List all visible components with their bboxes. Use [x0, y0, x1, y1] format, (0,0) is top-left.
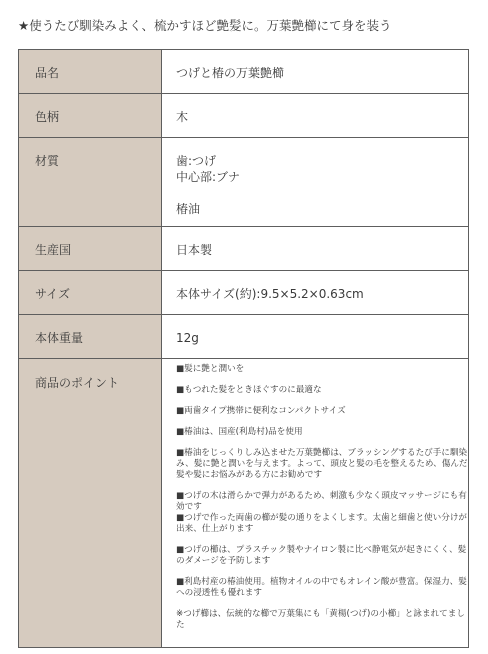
size-value: 本体サイズ(約):9.5×5.2×0.63cm [176, 287, 364, 301]
list-item: ■つげの木は滑らかで弾力があるため、刺激も少なく頭皮マッサージにも有効です ■つげで作った両歯の櫛が髪の通りをよくします。太歯と細歯と使い分けが出来、仕上がります [176, 491, 468, 534]
list-item: ■髪に艶と潤いを [176, 364, 245, 374]
table-row [19, 50, 469, 94]
row-label-text: 生産国 [35, 243, 72, 257]
country-of-origin: 日本製 [176, 243, 213, 257]
product-spec-table [18, 49, 469, 648]
color-pattern: 木 [176, 110, 189, 124]
heading-text: 使うたび馴染みよく、梳かすほど艶髪に。万葉艶櫛にて身を装う [29, 18, 392, 33]
row-value [162, 138, 469, 227]
row-value [162, 315, 469, 359]
row-label-text: 本体重量 [35, 331, 84, 345]
row-label-text: サイズ [35, 287, 71, 301]
row-label-text: 商品のポイント [35, 376, 120, 390]
points-list [176, 359, 468, 631]
table-row [19, 315, 469, 359]
list-item: ■もつれた髪をときほぐすのに最適な [176, 385, 322, 395]
table-row [19, 94, 469, 138]
table-row [19, 227, 469, 271]
page-heading [18, 16, 391, 34]
star-icon: ★ [18, 18, 30, 33]
table-row [19, 271, 469, 315]
row-label-text: 材質 [35, 154, 60, 168]
row-label-text: 品名 [35, 66, 60, 80]
row-label-text: 色柄 [35, 110, 60, 124]
row-value [162, 271, 469, 315]
material-line: 歯:つげ [176, 154, 217, 168]
material-line: 中心部:ブナ [176, 170, 241, 184]
row-value [162, 359, 469, 648]
row-label [19, 227, 162, 271]
list-item: ■つげの櫛は、プラスチック製やナイロン製に比べ静電気が起きにくく、髪のダメージを予防します [176, 545, 467, 566]
material-spacer [176, 185, 468, 201]
product-name: つげと椿の万葉艶櫛 [176, 66, 285, 80]
list-item: ■利島村産の椿油使用。植物オイルの中でもオレイン酸が豊富。保湿力、髪への浸透性も優れます [176, 577, 467, 598]
row-value [162, 50, 469, 94]
list-item: ■椿油は、国産(利島村)品を使用 [176, 427, 303, 437]
row-label [19, 271, 162, 315]
table-row [19, 359, 469, 648]
row-label [19, 359, 162, 648]
row-label [19, 315, 162, 359]
row-label [19, 138, 162, 227]
table-row [19, 138, 469, 227]
list-item: ※つげ櫛は、伝統的な櫛で万葉集にも「黄楊(つげ)の小櫛」と詠まれてました [176, 609, 465, 630]
material-line: 椿油 [176, 202, 201, 216]
list-item: ■椿油をじっくりしみ込ませた万葉艶櫛は、ブラッシングするたび手に馴染み、髪に艶と潤いを与えます。よって、頭皮と髪の毛を整えるため、傷んだ髪や髪にお悩みがある方にお勧めです [176, 448, 468, 480]
row-value [162, 227, 469, 271]
weight-value: 12g [176, 331, 199, 345]
row-value [162, 94, 469, 138]
list-item: ■両歯タイプ携帯に便利なコンパクトサイズ [176, 406, 346, 416]
row-label [19, 94, 162, 138]
row-label [19, 50, 162, 94]
